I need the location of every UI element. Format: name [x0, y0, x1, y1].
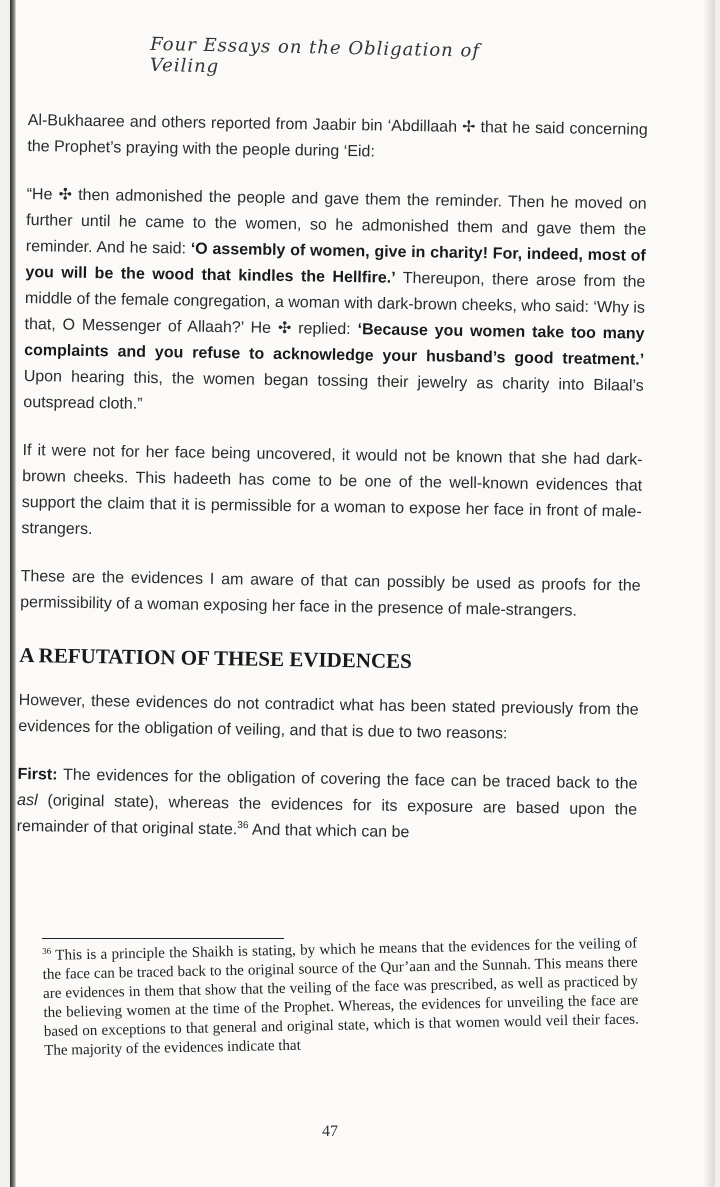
first-text-b: (original state), whereas the evidences for its exposure are based upon the remainder of that original state. — [16, 792, 638, 839]
book-page — [10, 0, 715, 1187]
hadeeth-bold-a: ‘O assembly of women, give in charity! For, indeed, most of you will be the wood that kindles the Hellfire.’ — [25, 240, 646, 287]
hadeeth-text-e: Upon hearing this, the women began tossing their jewelry as charity into Bilaal’s outspread cloth.” — [23, 367, 644, 413]
first-label: First: — [17, 765, 58, 784]
paragraph-uncovered: If it were not for her face being uncovered, it would not be known that she had dark-brown cheeks. This hadeeth has come to be one of the well-known evidences that support the claim that it is permissible for a woman to expose her face in front of male-strangers. — [21, 441, 643, 539]
paragraph-evidences: These are the evidences I am aware of that can possibly be used as proofs for the permissibility of a woman exposing her face in the presence of male-strangers. — [20, 567, 641, 620]
footnote — [42, 930, 639, 1061]
hadeeth-text-c: Thereupon, there arose from the middle of the female congregation, a woman with dark-brown cheeks, who said: ‘Why is that, O Messenger of Allaah?’ He ✣ replied: — [24, 269, 646, 339]
running-head: Four Essays on the Obligation of Veiling — [149, 33, 481, 78]
footnote-number: 36 — [42, 945, 52, 956]
first-italic: asl — [16, 791, 38, 810]
paragraph-first — [17, 762, 638, 850]
section-heading: A REFUTATION OF THESE EVIDENCES — [19, 642, 413, 674]
hadeeth-text-a: “He ✣ then admonished the people and gave them the reminder. Then he moved on further until he came to the women, so he admonished them and gave them the reminder. And he said: — [25, 185, 647, 258]
footnote-text: This is a principle the Shaikh is stating, by which he means that the evidences for the veiling of the face can be traced back to the original source of the Qur’aan and the Sunnah. This means there are evidences in them that show that the veiling of the face was prescribed, as well as practiced by the believing women at the time of the Prophet. Whereas, the evidences for unveiling the face are based on exceptions to that general and original state, which is that women would veil their faces. The majority of the evidences indicate that — [42, 935, 639, 1059]
paragraph-however: However, these evidences do not contradict what has been stated previously from the evidences for the obligation of veiling, and that is due to two reasons: — [18, 691, 639, 743]
first-text-c: And that which can be — [248, 821, 410, 842]
book-spine-shadow — [10, 0, 16, 1187]
footnote-reference[interactable]: 36 — [237, 820, 249, 832]
body-text — [16, 108, 648, 872]
paragraph-intro: Al-Bukhaaree and others reported from Jaabir bin ‘Abdillaah ✢ that he said concerning the Prophet’s praying with the people during ‘Eid: — [27, 111, 648, 161]
paragraph-hadeeth — [23, 182, 647, 426]
page-number: 47 — [322, 1123, 338, 1140]
hadeeth-bold-b: ‘Because you women take too many complaints and you refuse to acknowledge your husband’s good treatment.’ — [24, 321, 645, 369]
page-edge — [703, 0, 715, 1187]
first-text-a: The evidences for the obligation of covering the face can be traced back to the — [57, 766, 638, 793]
